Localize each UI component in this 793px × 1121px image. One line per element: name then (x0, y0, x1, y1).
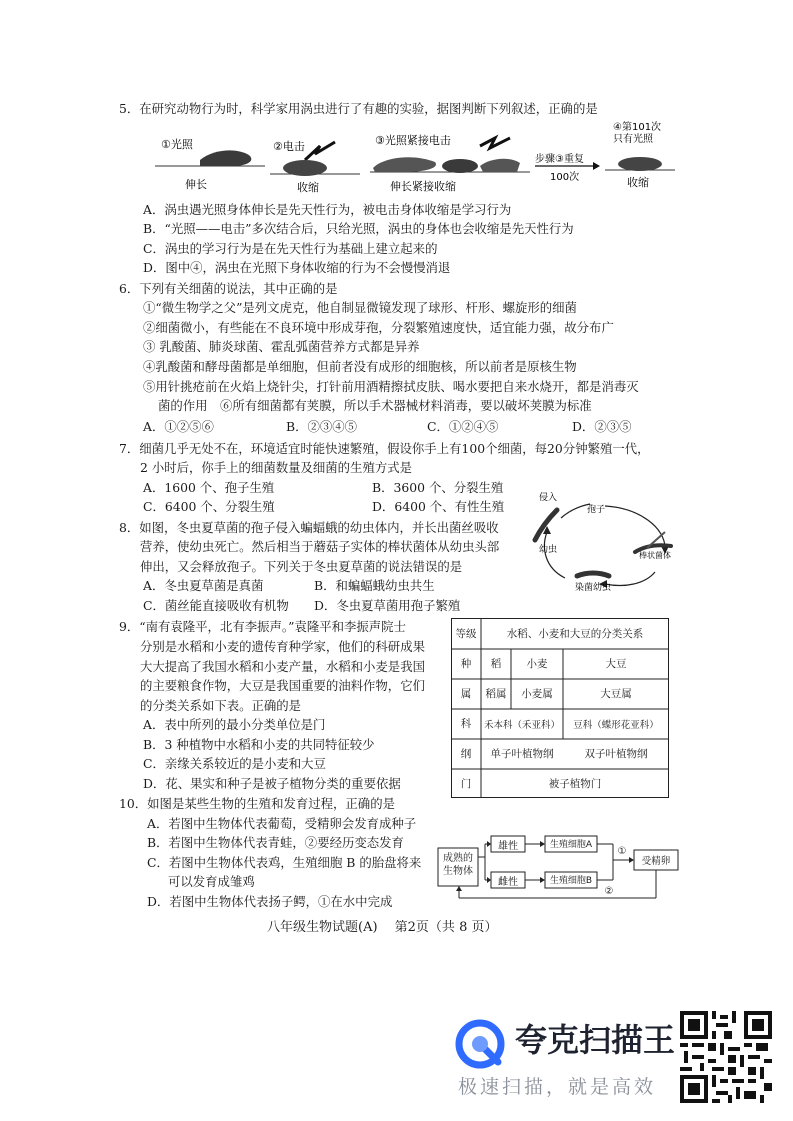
q6-item-1: ①“微生物学之父”是列文虎克，他自制显微镜发现了球形、杆形、螺旋形的细菌 (143, 300, 577, 315)
q10-option-c-cont: 可以发育成雏鸡 (168, 874, 255, 889)
flatworm-figure (145, 118, 675, 196)
q6-item-5: ⑤用针挑疮前在火焰上烧针尖，打针前用酒精擦拭皮肤、喝水要把自来水烧开，都是消毒灭 (143, 379, 639, 394)
q7-option-d: D．6400 个、有性生殖 (372, 499, 505, 514)
q9-stem-line4: 的主要粮食作物，大豆是我国重要的油料作物，它们 (140, 678, 425, 693)
q8-option-d: D．冬虫夏草菌用孢子繁殖 (314, 598, 461, 613)
fig5-label-stretch-contract: 伸长紧接收缩 (390, 180, 456, 193)
q7-option-a: A．1600 个、孢子生殖 (143, 480, 275, 495)
table-cell: 禾本科（禾亚科） (483, 720, 560, 731)
q5-option-d: D．图中④，涡虫在光照下身体收缩的行为不会慢慢消退 (143, 260, 451, 275)
fig5-label-light-shock: ③光照紧接电击 (375, 134, 451, 147)
q8-fig-invade: 侵入 (539, 493, 558, 503)
q9-stem-line5: 的分类关系如下表。正确的是 (140, 698, 302, 713)
q8-stem-line1: 8．如图，冬虫夏草菌的孢子侵入蝙蝠蛾的幼虫体内，并长出菌丝吸收 (119, 520, 499, 535)
diagram-cell-b: 生殖细胞B (549, 876, 593, 886)
table-level-species: 种 (460, 658, 472, 670)
q5-option-b: B．“光照——电击”多次结合后，只给光照，涡虫的身体也会收缩是先天性行为 (143, 221, 574, 236)
q9-stem-line3: 大大提高了我国水稻和小麦产量，水稻和小麦是我国 (140, 659, 425, 674)
table-header-level: 等级 (455, 628, 477, 640)
q10-option-a: A．若图中生物体代表葡萄，受精卵会发育成种子 (147, 816, 417, 831)
q7-stem-line2: 2 小时后，你手上的细菌数量及细菌的生殖方式是 (140, 460, 413, 475)
table-cell: 大豆 (605, 658, 627, 670)
q5-option-a: A．涡虫遇光照身体伸长是先天性行为，被电击身体收缩是学习行为 (143, 202, 512, 217)
table-level-genus: 属 (460, 688, 472, 700)
q6-item-2: ②细菌微小，有些能在不良环境中形成芽孢，分裂繁殖速度快，适宜能力强，故分布广 (143, 320, 614, 335)
insect-cycle-figure (525, 488, 685, 592)
table-cell: 稻 (490, 658, 502, 670)
q6-stem: 6．下列有关细菌的说法，其中正确的是 (119, 281, 338, 296)
q6-option-a: A．①②⑤⑥ (143, 419, 214, 434)
table-level-family: 科 (460, 718, 472, 730)
q7-stem-line1: 7．细菌几乎无处不在，环境适宜时能快速繁殖，假设你手上有100个细菌，每20分钟繁殖一代， (119, 441, 650, 456)
q9-stem-line1: 9．“南有袁隆平，北有李振声。”袁隆平和李振声院士 (119, 619, 406, 634)
q8-fig-stroma: 棒状菌体 (639, 551, 671, 560)
q9-stem-line2: 分别是水稻和小麦的遗传育种学家，他们的科研成果 (140, 639, 425, 654)
table-cell: 单子叶植物纲 (490, 748, 554, 760)
diagram-male: 雄性 (498, 841, 518, 852)
quark-logo-icon (454, 1018, 506, 1070)
classification-table (451, 618, 669, 798)
diagram-female: 雌性 (498, 877, 518, 888)
diagram-organism-line2: 生物体 (443, 866, 473, 877)
fig5-label-only-light: 只有光照 (613, 134, 653, 145)
fig5-label-shock: ②电击 (273, 140, 305, 153)
table-cell: 大豆属 (600, 688, 632, 700)
table-cell: 小麦 (526, 658, 548, 670)
table-cell: 豆科（蝶形花亚科） (573, 720, 659, 731)
q8-fig-spore: 孢子 (587, 505, 606, 515)
fig5-label-101: ④第101次 (613, 122, 662, 133)
table-level-phylum: 门 (460, 778, 472, 790)
diagram-step2: ② (604, 886, 614, 897)
fig5-label-contract: 收缩 (297, 181, 319, 194)
table-cell: 稻属 (485, 688, 507, 700)
lightning-icon (305, 142, 335, 160)
reproduction-diagram (437, 832, 682, 904)
q8-stem-line2: 营养，使幼虫死亡。然后相当于蘑菇子实体的棒状菌体从幼虫头部 (140, 539, 500, 554)
fig5-label-100: 100次 (550, 172, 580, 183)
q5-option-c: C．涡虫的学习行为是在先天性行为基础上建立起来的 (143, 241, 438, 256)
qr-code-icon (680, 1011, 772, 1103)
q6-option-c: C．①②④⑤ (427, 419, 499, 434)
q8-option-c: C．菌丝能直接吸收有机物 (143, 598, 289, 613)
q8-option-b: B．和蝙蝠蛾幼虫共生 (314, 578, 435, 593)
table-cell: 双子叶植物纲 (584, 748, 648, 760)
fig5-label-light: ①光照 (161, 138, 193, 151)
diagram-organism-line1: 成熟的 (443, 853, 473, 864)
watermark-brand: 夸克扫描王 (515, 1021, 676, 1059)
diagram-cell-a: 生殖细胞A (549, 840, 593, 850)
q9-option-c: C．亲缘关系较近的是小麦和大豆 (143, 756, 326, 771)
table-cell: 被子植物门 (548, 778, 602, 790)
q6-option-d: D．②③⑤ (572, 419, 632, 434)
q7-option-b: B．3600 个、分裂生殖 (372, 480, 504, 495)
table-level-class: 纲 (460, 748, 472, 760)
q8-fig-infected-larva: 染菌幼虫 (575, 583, 612, 592)
q7-option-c: C．6400 个、分裂生殖 (143, 499, 275, 514)
q8-stem-line3: 伸出，又会释放孢子。下列关于冬虫夏草菌的说法错误的是 (140, 559, 463, 574)
q10-option-d: D．若图中生物体代表扬子鳄，①在水中完成 (147, 894, 393, 909)
fig5-label-stretch: 伸长 (185, 178, 207, 191)
fig5-label-repeat: 步骤③重复 (535, 154, 584, 165)
q10-stem: 10．如图是某些生物的生殖和发育过程，正确的是 (119, 796, 395, 811)
q8-option-a: A．冬虫夏草菌是真菌 (143, 578, 264, 593)
q8-fig-larva: 幼虫 (539, 545, 558, 555)
watermark-slogan: 极速扫描，就是高效 (458, 1076, 657, 1098)
q6-item-3: ③ 乳酸菌、肺炎球菌、霍乱弧菌营养方式都是异养 (143, 339, 420, 354)
fig5-label-contract-2: 收缩 (627, 176, 649, 189)
q6-option-b: B．②③④⑤ (286, 419, 358, 434)
page-footer: 八年级生物试题(A) 第2页（共 8 页） (267, 920, 498, 935)
q9-option-a: A．表中所列的最小分类单位是门 (143, 717, 326, 732)
table-cell: 小麦属 (521, 688, 553, 700)
q9-option-b: B．3 种植物中水稻和小麦的共同特征较少 (143, 737, 375, 752)
q6-item-6: 菌的作用 ⑥所有细菌都有荚膜，所以手术器械材料消毒，要以破坏荚膜为标准 (158, 398, 592, 413)
q9-option-d: D．花、果实和种子是被子植物分类的重要依据 (143, 776, 401, 791)
q10-option-c: C．若图中生物体代表鸡，生殖细胞 B 的胎盘将来 (147, 855, 422, 870)
q6-item-4: ④乳酸菌和酵母菌都是单细胞，但前者没有成形的细胞核，所以前者是原核生物 (143, 359, 577, 374)
table-header-title: 水稻、小麦和大豆的分类关系 (506, 628, 644, 640)
q10-option-b: B．若图中生物体代表青蛙，②要经历变态发育 (147, 835, 404, 850)
q5-stem: 5．在研究动物行为时，科学家用涡虫进行了有趣的实验，据图判断下列叙述，正确的是 (119, 101, 598, 116)
diagram-zygote: 受精卵 (641, 856, 671, 867)
diagram-step1: ① (617, 846, 627, 857)
